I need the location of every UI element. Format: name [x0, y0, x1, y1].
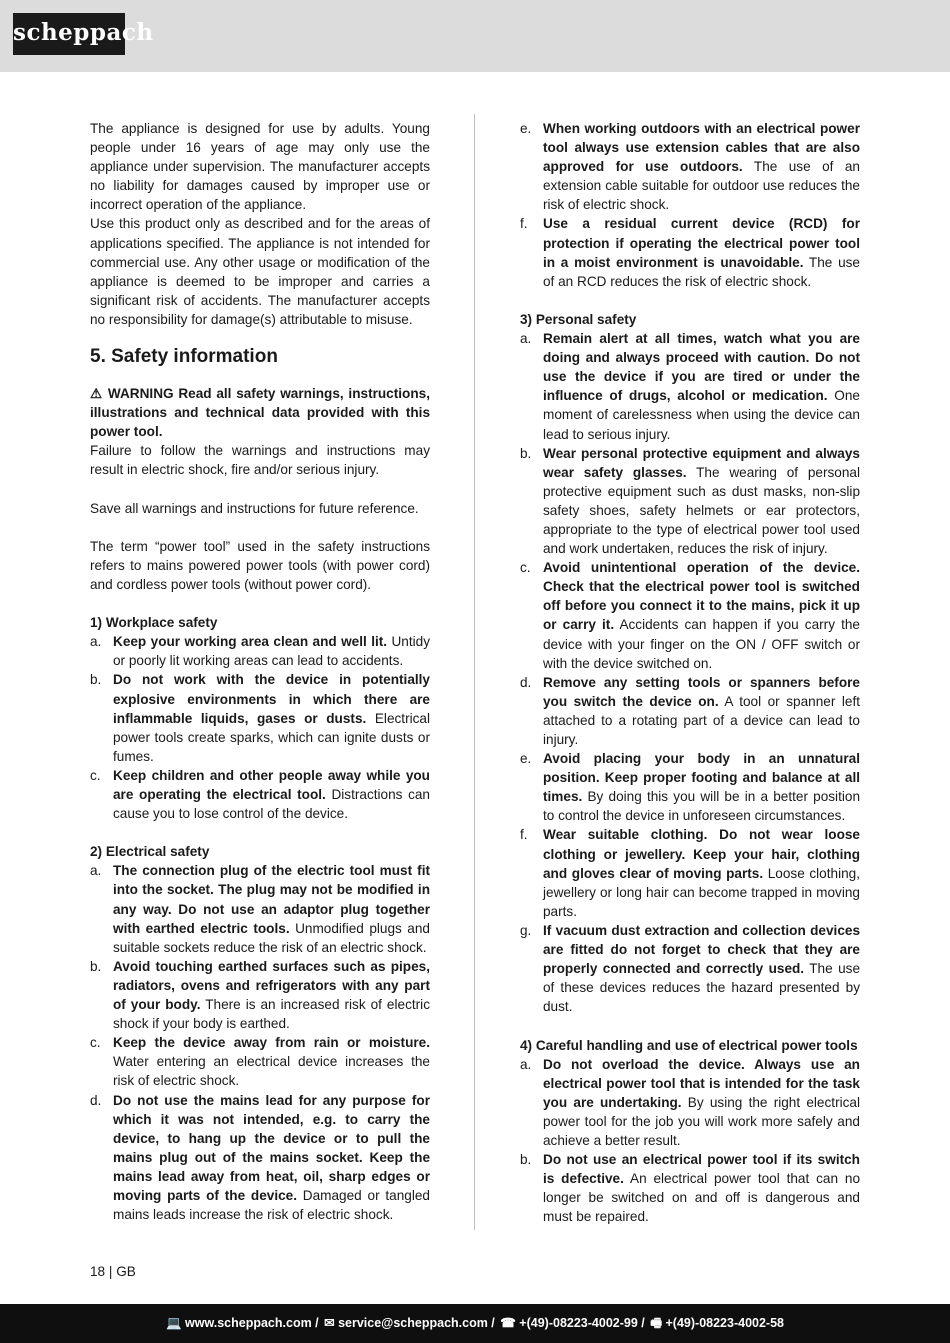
list-item-bold-text: Do not use an electrical power tool if its switch is defective. — [543, 1152, 860, 1187]
workplace-safety-list — [90, 632, 430, 823]
column-divider — [474, 114, 475, 1230]
list-item-label: a. — [90, 634, 102, 650]
list-item — [90, 1091, 430, 1225]
list-item-bold-text: Keep your working area clean and well lit. — [113, 634, 388, 650]
list-item-text: One moment of carelessness when using the device can lead to serious injury. — [543, 388, 860, 442]
list-item-label: c. — [90, 767, 101, 783]
page-header — [0, 0, 950, 72]
list-item-bold-text: Avoid touching earthed surfaces such as pipes, radiators, ovens and refrigerators with any part of your body. — [113, 958, 430, 1013]
careful-handling-list — [520, 1055, 860, 1227]
list-item-label: c. — [90, 1035, 101, 1051]
section-title: 5. Safety information — [90, 346, 278, 368]
list-item-bold-text: The connection plug of the electric tool must fit into the socket. The plug may not be modified in any way. Do not use an adaptor plug together with earthed electric tools. — [113, 863, 430, 936]
list-item-label: a. — [520, 331, 532, 347]
list-item-text: Accidents can happen if you carry the device with your finger on the ON / OFF switch or with the device switched on. — [543, 617, 860, 671]
electrical-safety-list-continued — [520, 119, 860, 291]
list-item — [90, 670, 430, 765]
list-item-text: Distractions can cause you to lose control of the device. — [113, 787, 430, 822]
list-item-text: Loose clothing, jewellery or long hair can become trapped in moving parts. — [543, 865, 860, 919]
list-item — [90, 957, 430, 1033]
list-item — [90, 1033, 430, 1090]
list-item — [520, 1150, 860, 1226]
list-item — [520, 749, 860, 825]
save-instructions: Save all warnings and instructions for future reference. — [90, 500, 419, 516]
list-item-bold-text: Avoid placing your body in an unnatural position. Keep proper footing and balance at all times. — [543, 751, 860, 805]
list-item — [520, 558, 860, 673]
list-item — [90, 632, 430, 670]
list-item-text: The wearing of personal protective equipment such as dust masks, non-slip safety shoes, safety helmets or ear protectors, appropriate to the type of electrical power tool used and work undertaken, reduces the risk of injury. — [543, 464, 861, 557]
list-item-label: b. — [520, 445, 532, 461]
list-item-label: d. — [90, 1092, 102, 1108]
fax-number: 🖷 +(49)-08223-4002-58 — [650, 1316, 784, 1330]
list-item-text: Damaged or tangled mains leads increase the risk of electric shock. — [113, 1187, 430, 1223]
power-tool-term: The term “power tool” used in the safety instructions refers to mains powered power tools (with power cord) and cordless power tools (without power cord). — [90, 538, 430, 592]
list-item-label: e. — [520, 751, 532, 767]
list-item-label: g. — [520, 922, 532, 938]
list-item-text: Water entering an electrical device increases the risk of electric shock. — [113, 1054, 430, 1089]
list-item-text: There is an increased risk of electric shock if your body is earthed. — [113, 997, 430, 1032]
list-item — [520, 1055, 860, 1150]
right-column — [520, 119, 860, 1226]
intended-use-paragraph: The appliance is designed for use by adults. Young people under 16 years of age may only use the appliance under supervision. The manufacturer accepts no liability for damages caused by improper use or incorrect operation of the appliance. — [90, 121, 430, 213]
list-item-bold-text: Wear suitable clothing. Do not wear loose clothing or jewellery. Keep your hair, clothing and gloves clear of moving parts. — [543, 827, 860, 881]
list-item-label: b. — [520, 1152, 532, 1168]
careful-handling-title: 4) Careful handling and use of electrical power tools — [520, 1037, 858, 1053]
list-item-bold-text: Do not use the mains lead for any purpose for which it was not intended, e.g. to carry the device, to hang up the device or to pull the mains plug out of the mains socket. Keep the mains lead away from heat, oil, sharp edges or moving parts of the device. — [113, 1092, 430, 1203]
list-item-label: b. — [90, 672, 102, 688]
workplace-safety-title: 1) Workplace safety — [90, 615, 218, 631]
list-item-text: The use of these devices reduces the hazard presented by dust. — [543, 961, 860, 1015]
list-item — [520, 825, 860, 920]
list-item-label: b. — [90, 958, 102, 974]
list-item-bold-text: Use a residual current device (RCD) for protection if operating the electrical power tool in a moist environment is unavoidable. — [543, 216, 860, 270]
list-item — [520, 444, 860, 559]
page-number: 18 | GB — [90, 1264, 136, 1279]
list-item-text: By doing this you will be in a better position to control the device in unforeseen circumstances. — [543, 789, 860, 824]
list-item-bold-text: Do not work with the device in potentially explosive environments in which there are inflammable liquids, gases or dusts. — [113, 672, 430, 726]
list-item-label: d. — [520, 674, 532, 690]
list-item-label: c. — [520, 560, 531, 576]
list-item — [90, 766, 430, 823]
left-column — [90, 119, 430, 1224]
list-item — [520, 119, 860, 214]
email-link[interactable]: ✉ service@scheppach.com / — [324, 1316, 495, 1330]
warning-heading: ⚠ WARNING Read all safety warnings, instructions, illustrations and technical data provided with this power tool. — [90, 386, 430, 440]
list-item-bold-text: Remove any setting tools or spanners before you switch the device on. — [543, 674, 860, 709]
list-item-bold-text: Remain alert at all times, watch what you are doing and always proceed with caution. Do not use the device if you are tired or under the influence of drugs, alcohol or medication. — [543, 331, 860, 404]
list-item — [520, 673, 860, 749]
list-item-text: The use of an RCD reduces the risk of electric shock. — [543, 254, 860, 289]
list-item-text: Unmodified plugs and suitable sockets reduce the risk of an electric shock. — [113, 920, 430, 955]
usage-paragraph: Use this product only as described and for the areas of applications specified. The appliance is not intended for commercial use. Any other usage or modification of the appliance is deemed to be improper and carries a significant risk of accidents. The manufacturer accepts no responsibility for damage(s) attributable to misuse. — [90, 216, 430, 327]
list-item-text: Untidy or poorly lit working areas can lead to accidents. — [113, 634, 430, 669]
list-item — [90, 861, 430, 956]
list-item-text: Electrical power tools create sparks, which can ignite dusts or fumes. — [113, 710, 430, 764]
warning-text: Failure to follow the warnings and instructions may result in electric shock, fire and/or serious injury. — [90, 443, 430, 478]
list-item-bold-text: If vacuum dust extraction and collection devices are fitted do not forget to check that they are properly connected and correctly used. — [543, 922, 860, 977]
list-item — [520, 921, 860, 1016]
list-item-label: f. — [520, 216, 528, 232]
list-item-bold-text: Wear personal protective equipment and always wear safety glasses. — [543, 445, 860, 480]
electrical-safety-list — [90, 861, 430, 1224]
personal-safety-title: 3) Personal safety — [520, 311, 637, 327]
electrical-safety-title: 2) Electrical safety — [90, 844, 210, 860]
phone-number: ☎ +(49)-08223-4002-99 / — [500, 1316, 645, 1330]
list-item-bold-text: Do not overload the device. Always use an electrical power tool that is intended for the task you are undertaking. — [543, 1056, 860, 1110]
scheppach-logo: scheppach — [13, 13, 125, 55]
personal-safety-list — [520, 329, 860, 1016]
page-footer — [0, 1304, 950, 1343]
list-item — [520, 329, 860, 444]
list-item-label: e. — [520, 121, 532, 136]
list-item-label: a. — [520, 1056, 532, 1072]
list-item-label: a. — [90, 863, 102, 879]
list-item-bold-text: Avoid unintentional operation of the device. Check that the electrical power tool is switched off before you connect it to the mains, pick it up or carry it. — [543, 560, 860, 633]
list-item-text: A tool or spanner left attached to a rotating part of a device can lead to injury. — [543, 693, 860, 747]
list-item-text: An electrical power tool that can no longer be switched on and off is dangerous and must be repaired. — [543, 1171, 861, 1225]
list-item-text: By using the right electrical power tool for the job you will work more safely and achieve a better result. — [543, 1094, 860, 1148]
list-item-bold-text: When working outdoors with an electrical power tool always use extension cables that are also approved for use outdoors. — [543, 121, 860, 175]
list-item-bold-text: Keep the device away from rain or moisture. — [113, 1035, 430, 1051]
website-link[interactable]: 💻 www.scheppach.com / — [166, 1316, 319, 1330]
list-item-label: f. — [520, 827, 528, 843]
list-item — [520, 214, 860, 290]
list-item-text: The use of an extension cable suitable for outdoor use reduces the risk of electric shock. — [543, 159, 860, 213]
list-item-bold-text: Keep children and other people away while you are operating the electrical tool. — [113, 767, 430, 802]
